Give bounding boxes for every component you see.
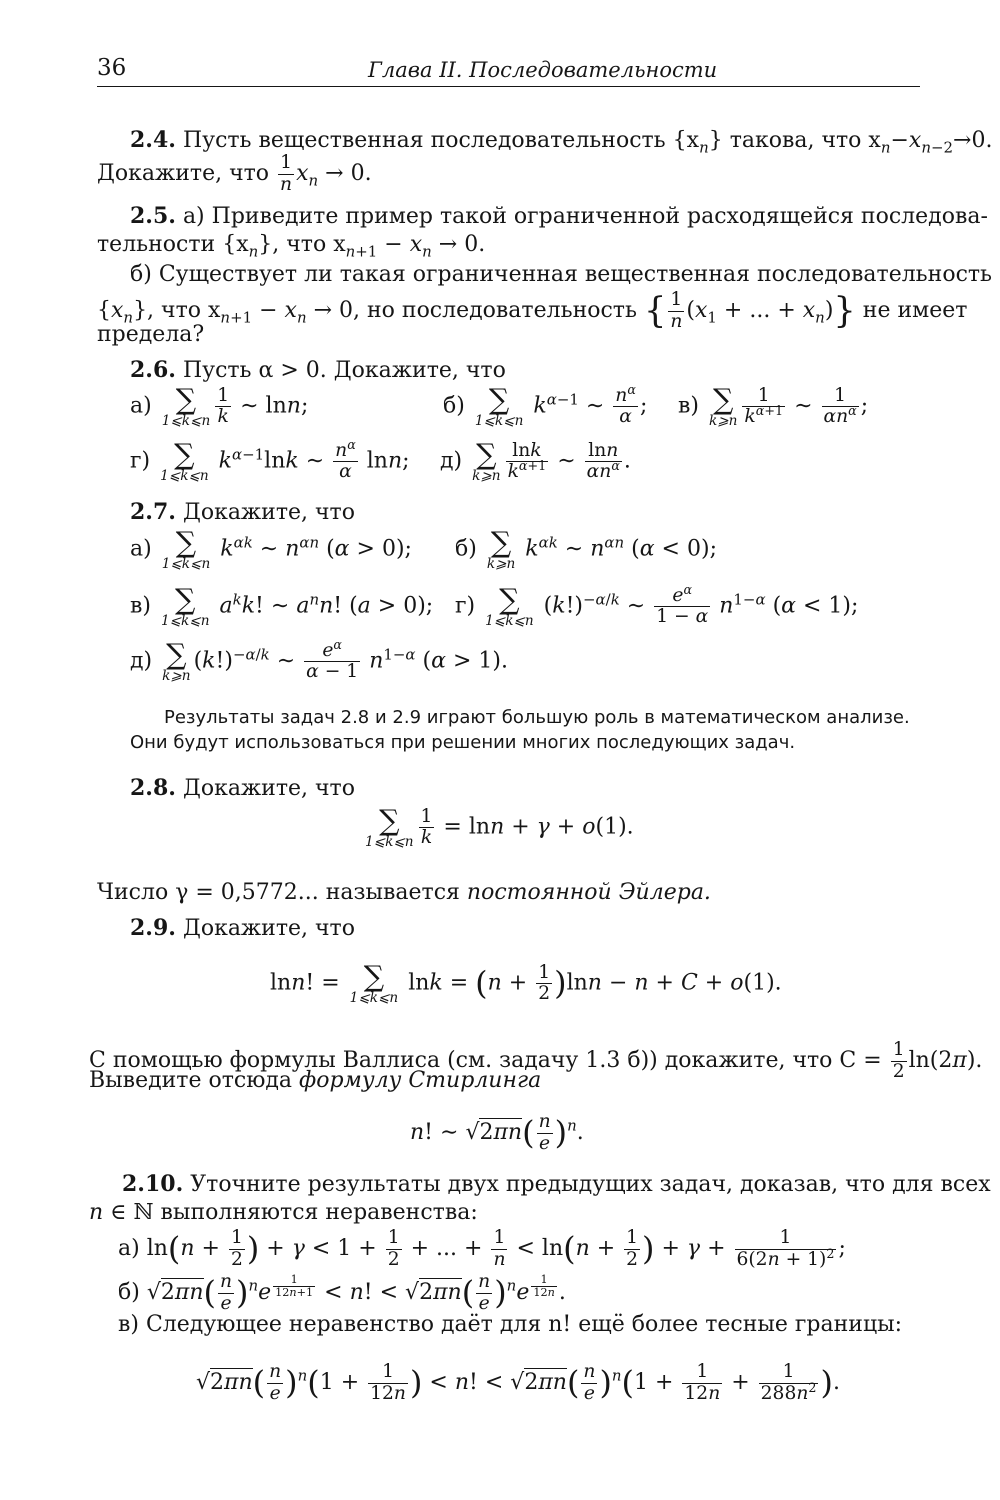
- problem-2-8-euler: Число γ = 0,5772... называется постоянной Эйлера.: [97, 880, 711, 905]
- problem-2-8-formula: ∑ 1⩽k⩽n $\frac{1}{k}$ = lnn + γ + o(1).: [365, 803, 634, 850]
- problem-2-9-stirling-intro: Выведите отсюда формулу Стирлинга: [89, 1068, 542, 1093]
- problem-2-5-a-line2: тельности $\{x_n\}$, что $x_{n+1} - x_n \to 0$.: [97, 232, 486, 261]
- problem-2-10-a: а) ln(n + $\frac{1}{2}$ ) + γ < 1 + $\frac{1}{2}$ + ... + $\frac{1}{n}$ < ln(n + $\frac{1}{2}$ ) + γ + $\frac{1}{6(2n + 1)^2}$ ;: [118, 1227, 846, 1270]
- problem-2-6-e: д) ∑ k⩾n $\frac{\ln k}{k^{\alpha+1}}$ ∼ $\frac{\ln n}{\alpha n^\alpha}$ .: [440, 437, 631, 484]
- problem-2-10-line2: n ∈ ℕ выполняются неравенства:: [89, 1200, 478, 1225]
- problem-2-10-c: в) Следующее неравенство даёт для n! ещё более тесные границы:: [118, 1312, 903, 1337]
- problem-2-9-formula: lnn! = ∑ 1⩽k⩽n lnk = (n + $\frac{1}{2}$ )lnn − n + C + o(1).: [270, 959, 782, 1006]
- problem-2-5-b-line1: б) Существует ли такая ограниченная вещественная последовательность: [130, 262, 993, 287]
- page-number: 36: [97, 55, 127, 81]
- stirling-formula: n! ∼ √2πn( $\frac{n}{e}$ )$^n$.: [410, 1111, 584, 1154]
- problem-2-6-b: б) ∑ 1⩽k⩽n $k^{\alpha-1}$ ∼ $\frac{n^\alpha}{\alpha}$ ;: [443, 381, 648, 429]
- problem-2-5-b-line2: $\{x_n\}$, что $x_{n+1} - x_n \to 0$, но последовательность { $\frac{1}{n}$ ($x_1$ + ... + $x_n$)} не имеет: [97, 289, 968, 332]
- note-line1: Результаты задач 2.8 и 2.9 играют большую роль в математическом анализе.: [164, 707, 910, 728]
- problem-2-7-title: 2.7. Докажите, что: [130, 499, 355, 525]
- problem-2-5-a-line1: 2.5. а) Приведите пример такой ограниченной расходящейся последова-: [130, 203, 988, 229]
- problem-2-7-c: в) ∑ 1⩽k⩽n $a^kk$! ∼ $a^nn$! (a > 0);: [130, 582, 434, 629]
- problem-2-6-a: а) ∑ 1⩽k⩽n $\frac{1}{k}$ ∼ lnn;: [130, 382, 309, 429]
- problem-2-7-a: а) ∑ 1⩽k⩽n $k^{\alpha k}$ ∼ $n^{\alpha n}$ (α > 0);: [130, 525, 412, 572]
- problem-2-6-d: г) ∑ 1⩽k⩽n $k^{\alpha-1}\ln k$ ∼ $\frac{n^\alpha}{\alpha}$ lnn;: [130, 436, 410, 484]
- problem-2-6-title: 2.6. Пусть α > 0. Докажите, что: [130, 357, 506, 383]
- header-rule: [97, 86, 920, 87]
- problem-2-10-c-formula: √2πn( $\frac{n}{e}$ )$^n$(1 + $\frac{1}{12n}$ ) < n! < √2πn( $\frac{n}{e}$ )$^n$(1 + $\frac{1}{12n}$ + $\frac{1}{288n^2}$ ).: [196, 1361, 840, 1404]
- problem-2-4-line1: 2.4. Пусть вещественная последовательность $\{x_n\}$ такова, что $x_n-x_{n-2}\to 0$.: [130, 127, 993, 157]
- problem-2-9-wallis: С помощью формулы Валлиса (см. задачу 1.3 б)) докажите, что C = $\frac{1}{2}$ ln(2π).: [89, 1039, 983, 1082]
- problem-2-7-b: б) ∑ k⩾n $k^{\alpha k}$ ∼ $n^{\alpha n}$ (α < 0);: [455, 525, 717, 572]
- problem-2-10-b: б) √2πn( $\frac{n}{e}$ )$^n$e $^{\frac{1}{12n+1}}$ < n! < √2πn( $\frac{n}{e}$ )$^n$e $^{\frac{1}{12n}}$ .: [118, 1271, 566, 1314]
- problem-2-10-line1: 2.10. Уточните результаты двух предыдущих задач, доказав, что для всех: [122, 1171, 991, 1197]
- problem-2-9-title: 2.9. Докажите, что: [130, 915, 355, 941]
- problem-2-7-e: д) ∑ k⩾n $(k!)^{-\alpha/k}$ ∼ $\frac{e^\alpha}{\alpha - 1}$ $n^{1-\alpha}$ (α > 1).: [130, 636, 508, 684]
- problem-2-8-title: 2.8. Докажите, что: [130, 775, 355, 801]
- note-line2: Они будут использоваться при решении многих последующих задач.: [130, 732, 796, 753]
- chapter-title: Глава II. Последовательности: [368, 58, 718, 82]
- problem-2-4-line2: Докажите, что $\frac{1}{n}$ $x_n \to 0$.: [97, 152, 372, 195]
- problem-2-6-c: в) ∑ k⩾n $\frac{1}{k^{\alpha+1}}$ ∼ $\frac{1}{\alpha n^\alpha}$ ;: [678, 382, 869, 429]
- fraction: $\frac{1}{n}$: [280, 152, 293, 195]
- problem-2-7-d: г) ∑ 1⩽k⩽n $(k!)^{-\alpha/k}$ ∼ $\frac{e^\alpha}{1 - \alpha}$ $n^{1-\alpha}$ (α < 1);: [455, 581, 859, 629]
- problem-2-5-b-line3: предела?: [97, 322, 205, 347]
